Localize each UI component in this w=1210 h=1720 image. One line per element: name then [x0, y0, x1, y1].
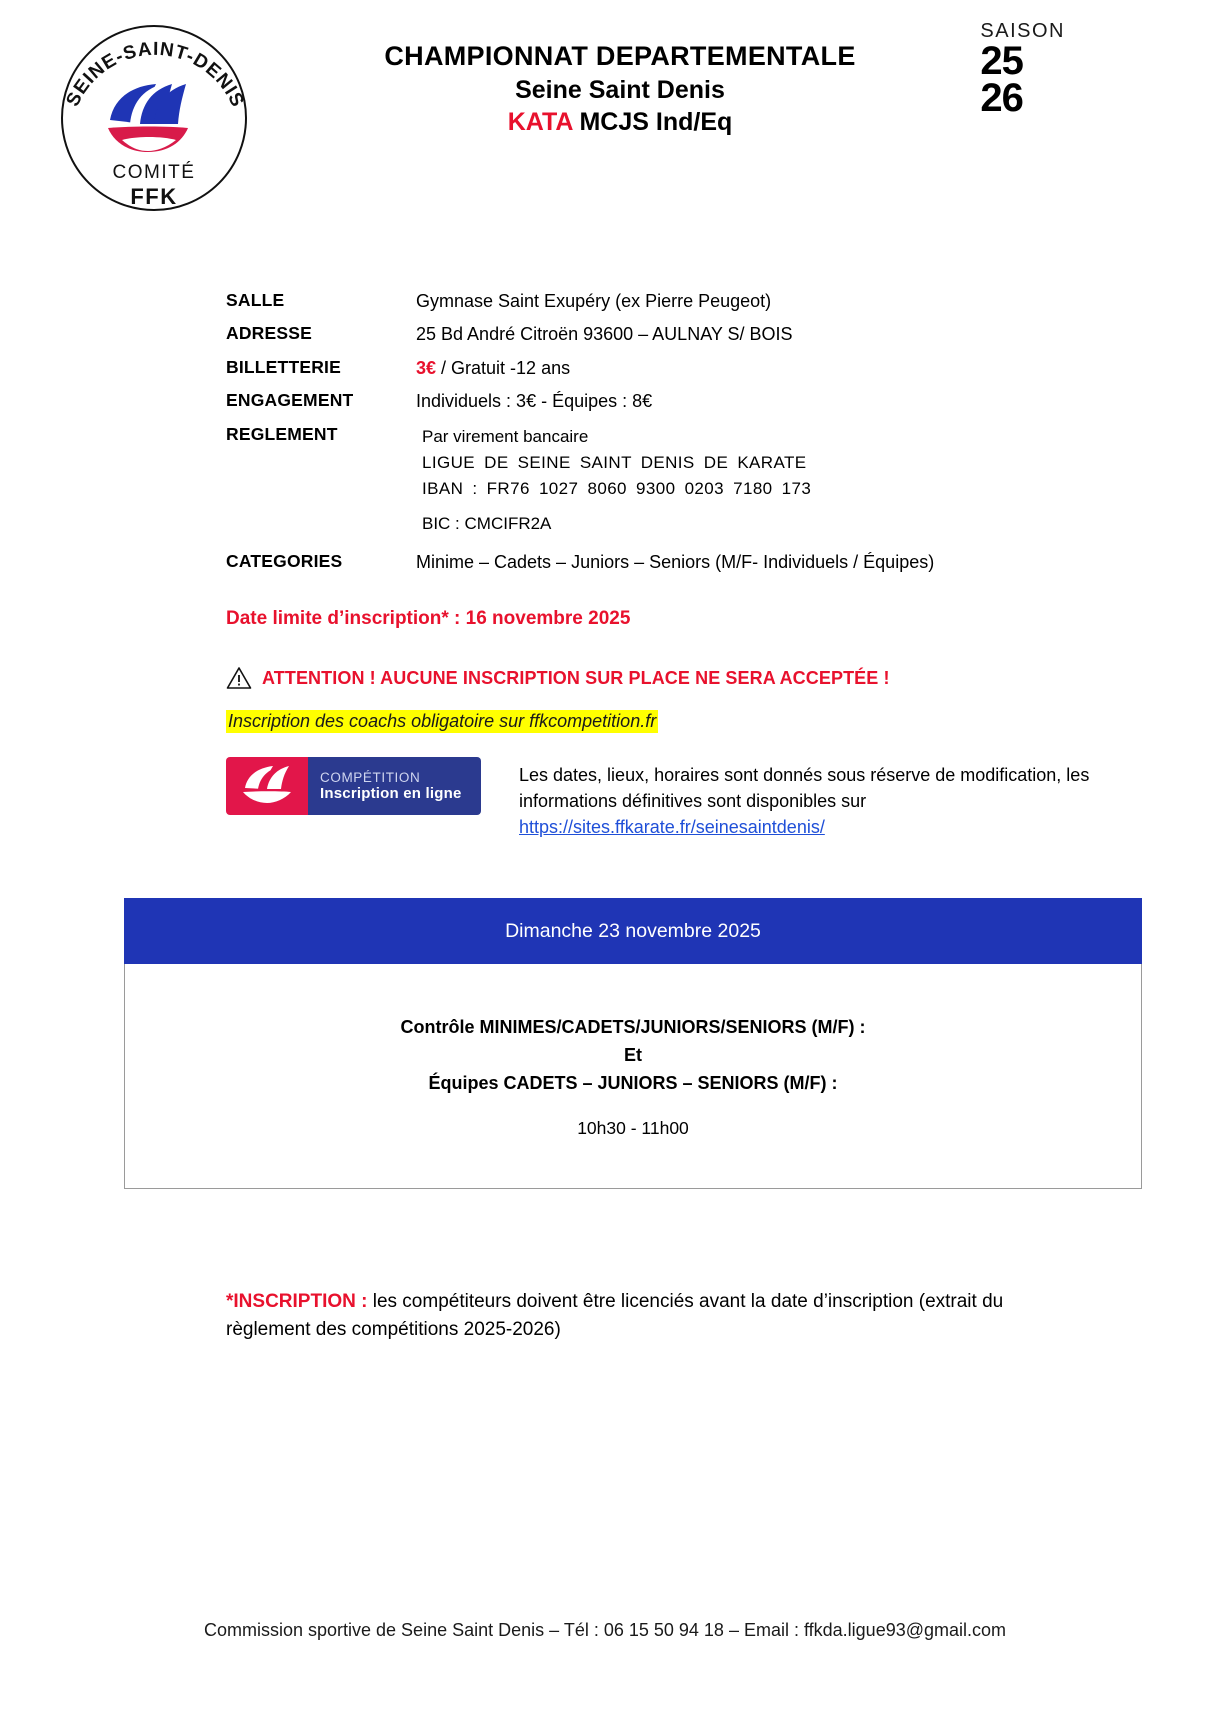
reglement-line-bic: BIC : CMCIFR2A — [422, 513, 552, 533]
title-kata: KATA — [507, 108, 573, 137]
schedule-body — [124, 964, 1142, 1189]
season-year-start: 25 — [980, 39, 1023, 83]
title-line-championship: CHAMPIONNAT DEPARTEMENTALE — [384, 41, 856, 71]
title-kata-rest: MCJS Ind/Eq — [572, 108, 733, 137]
info-value-engagement: Individuels : 3€ - Équipes : 8€ — [416, 391, 653, 412]
reglement-line-method: Par virement bancaire — [422, 426, 589, 446]
season-year-end: 26 — [980, 75, 1023, 120]
document-footer: Commission sportive de Seine Saint Denis – Tél : 06 15 50 94 18 – Email : ffkda.ligue93@gmail.com — [203, 1620, 1007, 1640]
badge-logo-area — [226, 757, 308, 815]
official-site-link[interactable]: https://sites.ffkarate.fr/seinesaintdenis/ — [519, 817, 825, 838]
reserve-note — [519, 762, 1109, 840]
info-row-reglement — [0, 424, 1210, 537]
info-value-reglement — [416, 424, 811, 537]
reserve-note-text: Les dates, lieux, horaires sont donnés sous réserve de modification, les informations définitives sont disponibles sur — [519, 765, 1090, 812]
online-registration-badge[interactable] — [226, 757, 481, 815]
schedule-line-control: Contrôle MINIMES/CADETS/JUNIORS/SENIORS (M/F) : — [400, 1017, 866, 1037]
info-value-categories: Minime – Cadets – Juniors – Seniors (M/F- Individuels / Équipes) — [416, 551, 935, 572]
info-value-adresse: 25 Bd André Citroën 93600 – AULNAY S/ BOIS — [416, 324, 793, 345]
season-label: SAISON — [980, 20, 1065, 42]
info-row-categories — [0, 551, 1210, 574]
ffk-wave-icon — [241, 764, 293, 809]
schedule-table — [124, 898, 1142, 1189]
warning-triangle-icon — [226, 666, 252, 690]
info-label-salle: SALLE — [226, 290, 285, 310]
reglement-line-iban: IBAN : FR76 1027 8060 9300 0203 7180 173 — [422, 479, 812, 499]
svg-text:FFK: FFK — [130, 184, 178, 209]
schedule-hours: 10h30 - 11h00 — [577, 1117, 689, 1138]
title-line-region: Seine Saint Denis — [515, 75, 725, 104]
info-value-salle: Gymnase Saint Exupéry (ex Pierre Peugeot) — [416, 291, 772, 311]
badge-line-online: Inscription en ligne — [320, 785, 462, 802]
info-label-billetterie: BILLETTERIE — [226, 356, 341, 377]
svg-text:COMITÉ: COMITÉ — [112, 162, 196, 183]
document-header — [0, 0, 1210, 245]
info-label-reglement: REGLEMENT — [226, 423, 338, 444]
badge-text-area — [308, 757, 481, 815]
info-row-adresse — [0, 323, 1210, 346]
inscription-footnote — [226, 1288, 1016, 1343]
info-label-engagement: ENGAGEMENT — [226, 390, 354, 411]
reglement-line-beneficiary: LIGUE DE SEINE SAINT DENIS DE KARATE — [422, 452, 807, 472]
badge-line-competition: COMPÉTITION — [320, 770, 421, 785]
info-label-adresse: ADRESSE — [226, 323, 313, 344]
registration-deadline: Date limite d’inscription* : 16 novembre 2025 — [226, 608, 631, 629]
page-title — [300, 40, 940, 139]
attention-notice — [226, 666, 890, 690]
footnote-text: les compétiteurs doivent être licenciés avant la date d’inscription (extrait du règlement des compétitions 2025-2026) — [226, 1291, 1004, 1340]
info-row-engagement — [0, 390, 1210, 413]
footnote-label: *INSCRIPTION : — [226, 1291, 368, 1312]
coach-registration-note: Inscription des coachs obligatoire sur ffkcompetition.fr — [228, 711, 657, 731]
info-value-billetterie — [416, 357, 570, 380]
info-row-salle — [0, 290, 1210, 313]
info-row-billetterie — [0, 357, 1210, 380]
schedule-date-header: Dimanche 23 novembre 2025 — [124, 898, 1142, 964]
billetterie-price: 3€ — [416, 357, 437, 378]
title-line-discipline — [300, 106, 940, 139]
schedule-line-teams: Équipes CADETS – JUNIORS – SENIORS (M/F) : — [428, 1072, 838, 1093]
attention-text: ATTENTION ! AUCUNE INSCRIPTION SUR PLACE NE SERA ACCEPTÉE ! — [262, 667, 890, 688]
svg-text:SEINE-SAINT-DENIS: SEINE-SAINT-DENIS — [62, 38, 249, 111]
billetterie-rest: / Gratuit -12 ans — [436, 357, 571, 378]
info-label-categories: CATEGORIES — [226, 550, 343, 571]
schedule-line-and: Et — [624, 1044, 642, 1065]
event-info-list — [0, 290, 1210, 584]
ffk-comite-logo — [52, 18, 257, 223]
season-badge — [980, 20, 1065, 120]
